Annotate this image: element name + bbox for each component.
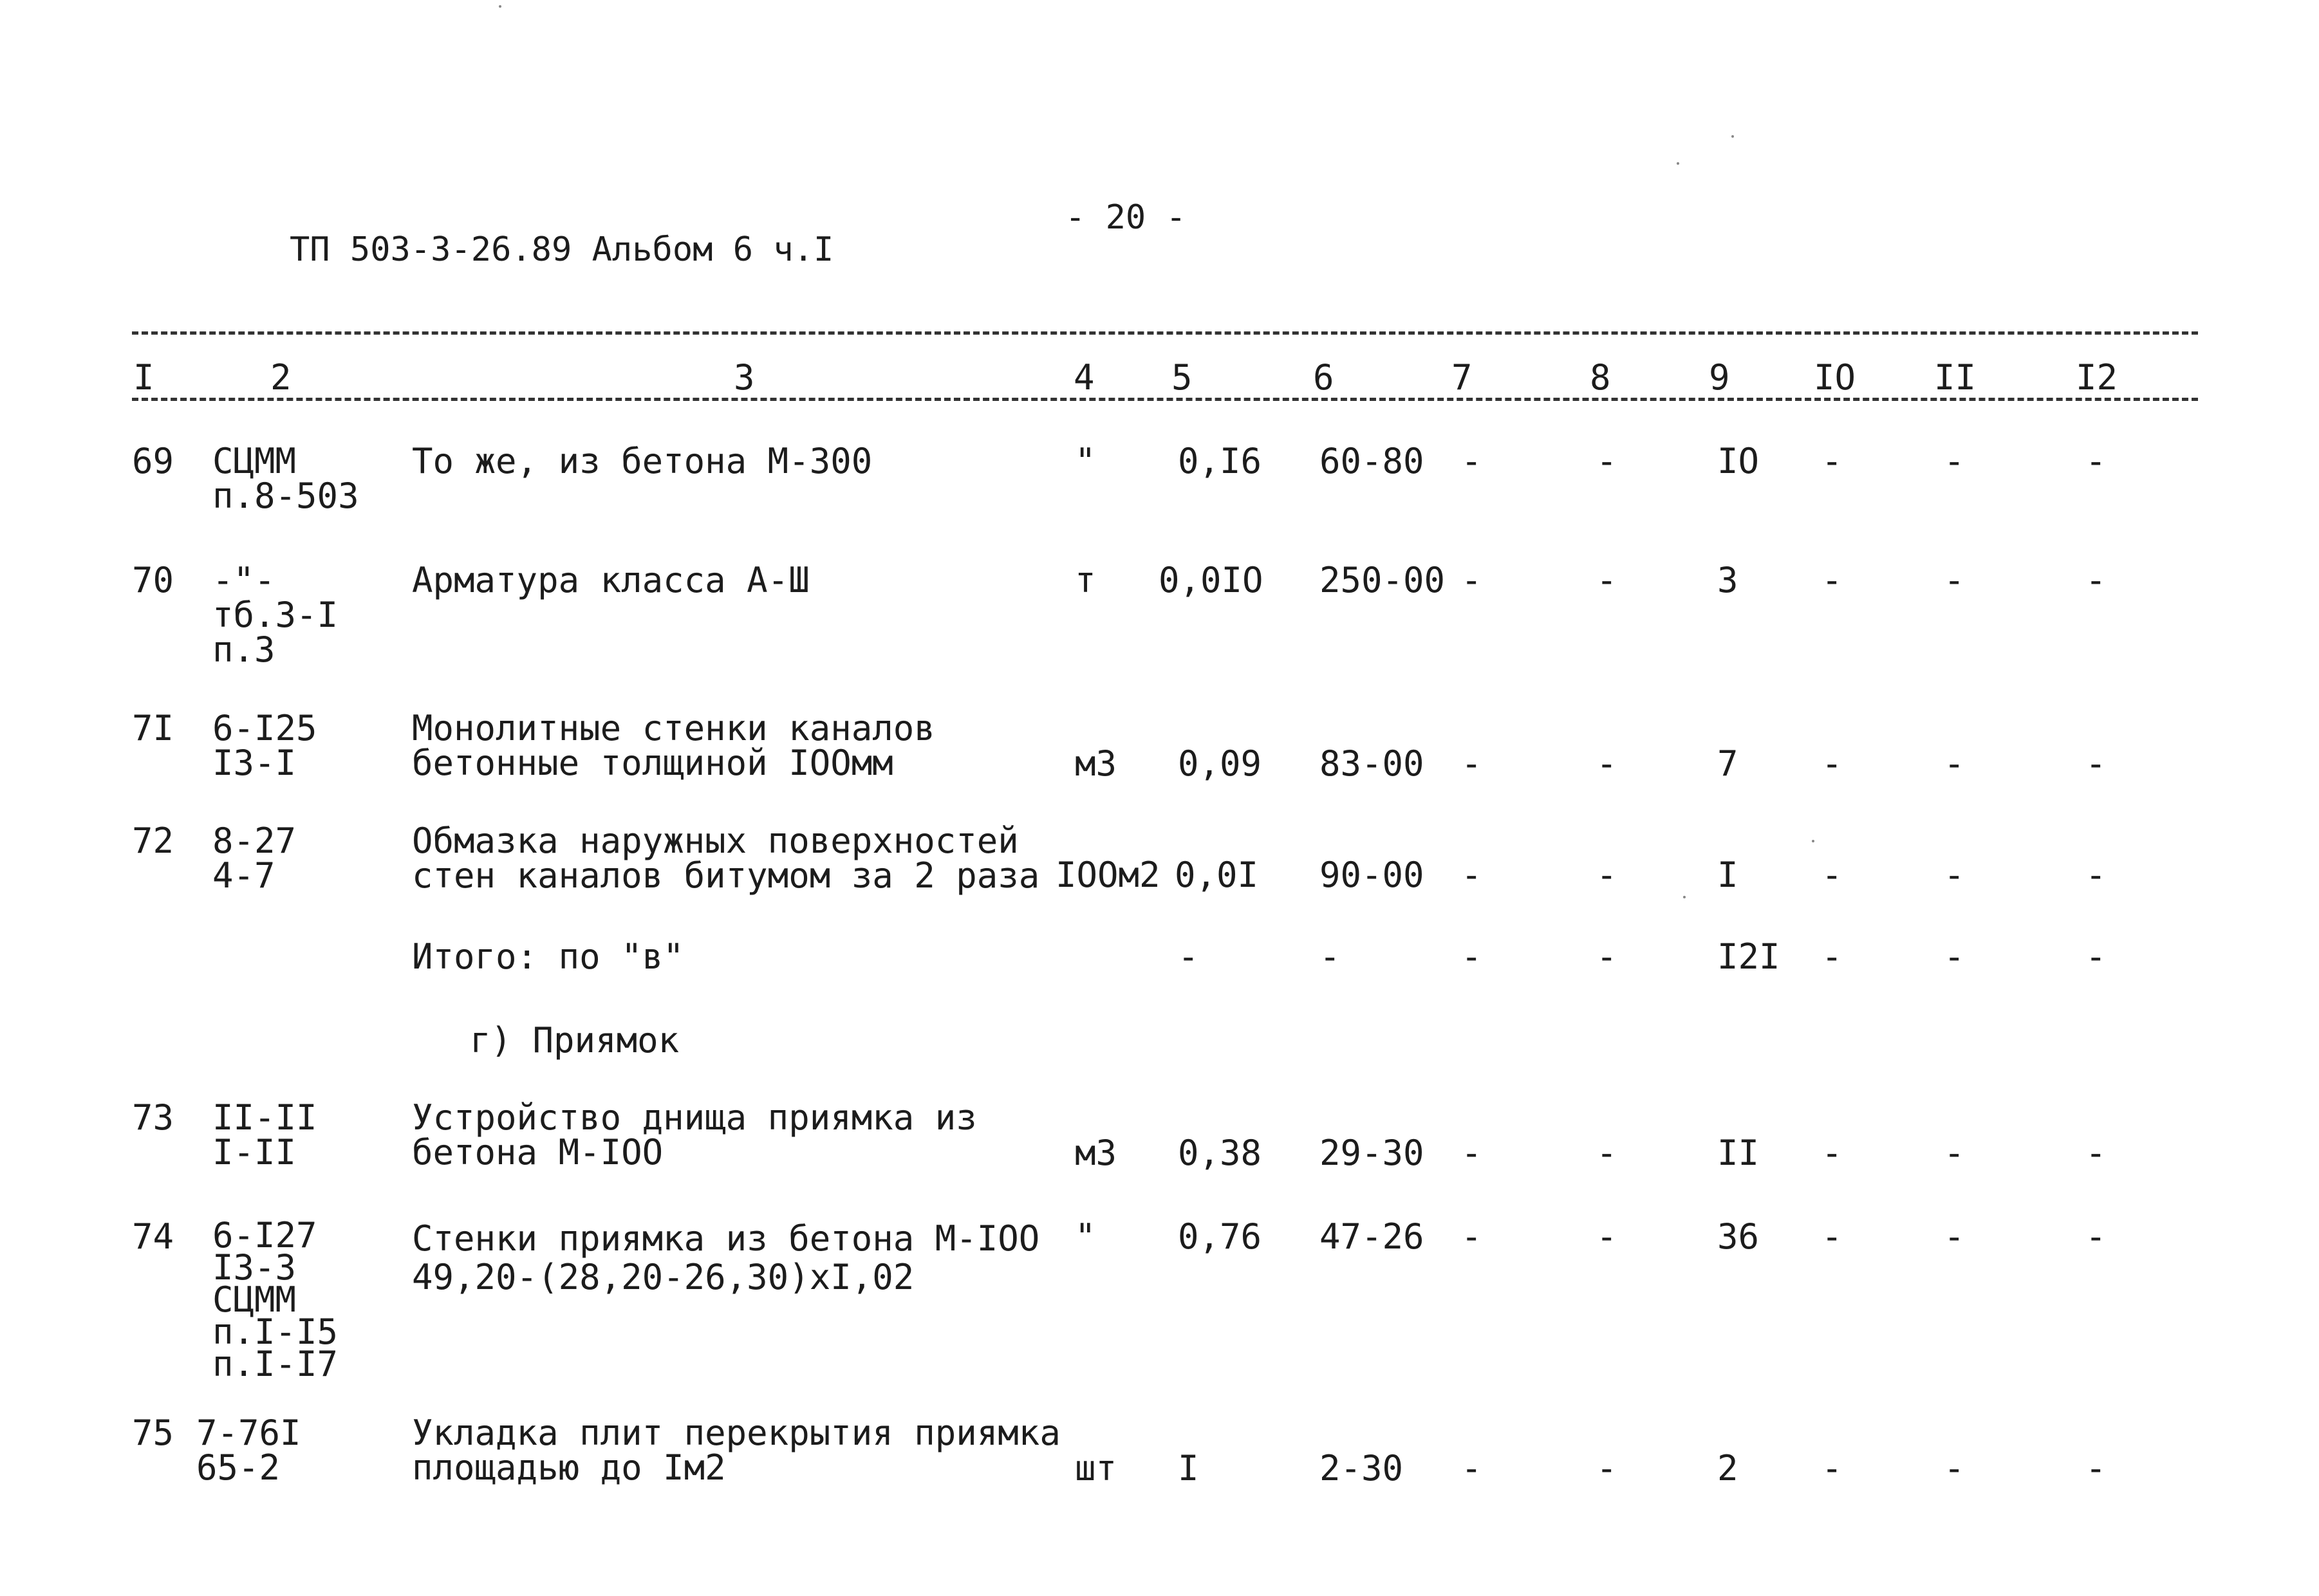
col-7: - (1461, 441, 1482, 481)
col-12: - (2085, 936, 2107, 977)
work-description: Монолитные стенки каналов бетонные толщиной IOOмм (412, 708, 935, 783)
col-8: - (1596, 1448, 1617, 1489)
col-8: - (1596, 743, 1617, 784)
column-header: I (133, 357, 154, 398)
unit-price: 250-00 (1319, 560, 1446, 600)
unit-price: - (1319, 936, 1341, 977)
unit-price: 83-00 (1319, 743, 1424, 784)
work-description: Стенки приямка из бетона М-IOO 49,20-(28,20-26,30)хI,02 (412, 1218, 1040, 1297)
col-12: - (2085, 560, 2107, 600)
col-8: - (1596, 1216, 1617, 1257)
col-9: 36 (1717, 1216, 1760, 1257)
work-description: Устройство днища приямка из бетона М-IOO (412, 1097, 977, 1173)
col-8: - (1596, 936, 1617, 977)
column-header: 4 (1074, 357, 1095, 398)
col-7: - (1461, 1133, 1482, 1173)
page-number: - 20 - (1065, 198, 1186, 237)
column-header: 6 (1313, 357, 1334, 398)
row-number: 74 (132, 1216, 174, 1257)
unit-price: 90-00 (1319, 855, 1424, 895)
unit: " (1075, 441, 1096, 481)
unit-price: 60-80 (1319, 441, 1424, 481)
norm-code: 6-I27 I3-3 СЦММ п.I-I5 п.I-I7 (212, 1215, 339, 1384)
work-description: Арматура класса А-Ш (412, 560, 810, 600)
column-header: IO (1814, 357, 1856, 398)
row-number: 73 (132, 1097, 174, 1138)
col-12: - (2085, 1448, 2107, 1489)
quantity: 0,0IO (1159, 560, 1263, 600)
subtotal-label: Итого: по "в" (412, 936, 684, 977)
col-12: - (2085, 1216, 2107, 1257)
col-7: - (1461, 560, 1482, 600)
col-8: - (1596, 560, 1617, 600)
work-description: То же, из бетона М-300 (412, 441, 873, 481)
work-description: Обмазка наружных поверхностей стен каналов битумом за 2 раза (412, 821, 1040, 896)
col-11: - (1944, 1133, 1965, 1173)
norm-code: СЦММ п.8-503 (212, 441, 359, 516)
scan-speck (1731, 135, 1734, 138)
norm-code: 7-76I 65-2 (196, 1413, 301, 1488)
col-10: - (1821, 743, 1843, 784)
column-header: 8 (1590, 357, 1611, 398)
norm-code: II-II I-II (212, 1097, 317, 1173)
col-7: - (1461, 936, 1482, 977)
column-header: I2 (2076, 357, 2118, 398)
table-top-rule (132, 331, 2198, 335)
scan-speck (499, 5, 501, 8)
col-7: - (1461, 743, 1482, 784)
column-header: 7 (1451, 357, 1473, 398)
col-7: - (1461, 1448, 1482, 1489)
norm-code: -"- тб.3-I п.3 (212, 560, 339, 670)
row-number: 72 (132, 821, 174, 861)
col-10: - (1821, 1448, 1843, 1489)
col-7: - (1461, 855, 1482, 895)
unit-price: 2-30 (1319, 1448, 1404, 1489)
quantity: - (1178, 936, 1199, 977)
unit: IOOм2 (1056, 855, 1160, 895)
col-10: - (1821, 441, 1843, 481)
row-number: 70 (132, 560, 174, 600)
document-code: ТП 503-3-26.89 Альбом 6 ч.I (290, 230, 834, 269)
col-7: - (1461, 1216, 1482, 1257)
col-8: - (1596, 855, 1617, 895)
col-9: IO (1717, 441, 1760, 481)
unit: т (1075, 560, 1096, 600)
row-number: 69 (132, 441, 174, 481)
col-10: - (1821, 855, 1843, 895)
unit: шт (1075, 1448, 1117, 1489)
col-11: - (1944, 855, 1965, 895)
unit-price: 29-30 (1319, 1133, 1424, 1173)
quantity: 0,76 (1178, 1216, 1262, 1257)
column-header: 2 (270, 357, 292, 398)
col-11: - (1944, 1216, 1965, 1257)
col-12: - (2085, 1133, 2107, 1173)
unit: " (1075, 1216, 1096, 1257)
norm-code: 8-27 4-7 (212, 821, 297, 896)
col-11: - (1944, 441, 1965, 481)
scan-speck (1812, 840, 1814, 842)
col-12: - (2085, 855, 2107, 895)
column-header: II (1934, 357, 1977, 398)
col-12: - (2085, 441, 2107, 481)
unit-price: 47-26 (1319, 1216, 1424, 1257)
col-8: - (1596, 441, 1617, 481)
unit: м3 (1075, 1133, 1117, 1173)
quantity: 0,38 (1178, 1133, 1262, 1173)
col-9: 7 (1717, 743, 1738, 784)
col-10: - (1821, 1133, 1843, 1173)
col-9: 3 (1717, 560, 1738, 600)
col-9: II (1717, 1133, 1760, 1173)
quantity: 0,0I (1175, 855, 1259, 895)
row-number: 7I (132, 708, 174, 748)
col-10: - (1821, 936, 1843, 977)
row-number: 75 (132, 1413, 174, 1453)
col-11: - (1944, 560, 1965, 600)
quantity: 0,09 (1178, 743, 1262, 784)
header-underline (132, 398, 2198, 401)
quantity: I (1178, 1448, 1199, 1489)
scan-speck (1677, 162, 1679, 165)
scan-speck (1683, 896, 1686, 898)
col-10: - (1821, 560, 1843, 600)
column-header: 3 (734, 357, 755, 398)
col-11: - (1944, 743, 1965, 784)
work-description: Укладка плит перекрытия приямка площадью до Iм2 (412, 1413, 1061, 1488)
col-10: - (1821, 1216, 1843, 1257)
section-heading: г) Приямок (470, 1020, 680, 1061)
column-header: 5 (1171, 357, 1193, 398)
col-9: 2 (1717, 1448, 1738, 1489)
col-8: - (1596, 1133, 1617, 1173)
unit: м3 (1075, 743, 1117, 784)
col-12: - (2085, 743, 2107, 784)
col-11: - (1944, 936, 1965, 977)
col-9: I2I (1717, 936, 1780, 977)
norm-code: 6-I25 I3-I (212, 708, 317, 783)
column-header: 9 (1709, 357, 1730, 398)
col-11: - (1944, 1448, 1965, 1489)
col-9: I (1717, 855, 1738, 895)
quantity: 0,I6 (1178, 441, 1262, 481)
